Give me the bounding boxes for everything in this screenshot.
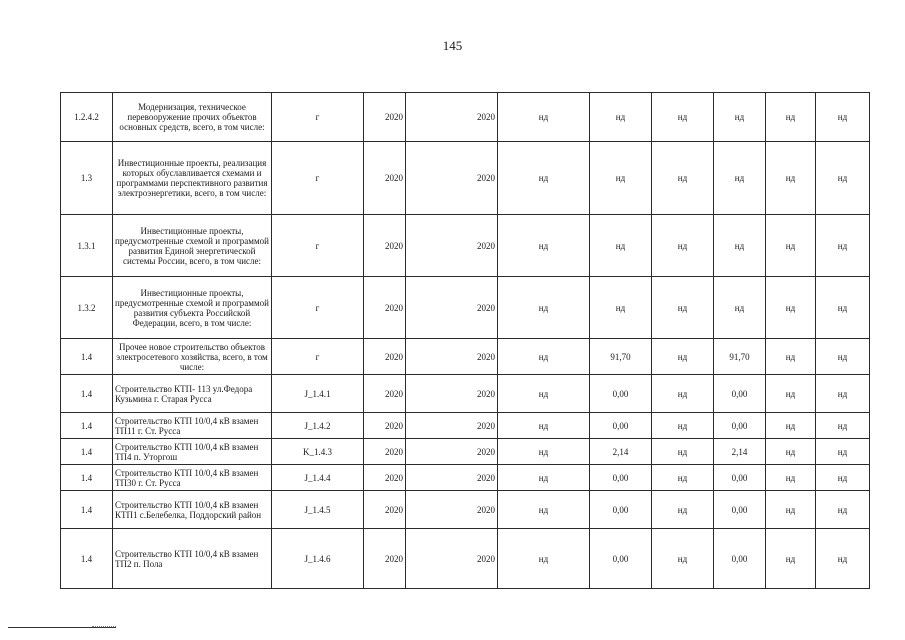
row-value: нд	[652, 339, 714, 375]
row-name: Модернизация, техническое перевооружение прочих объектов основных средств, всего, в том числе:	[113, 93, 272, 142]
row-year-end: 2020	[406, 439, 498, 465]
table-row	[61, 339, 870, 375]
row-year-start: 2020	[364, 339, 406, 375]
row-value: нд	[590, 142, 652, 215]
row-year-end: 2020	[406, 215, 498, 277]
row-year-end: 2020	[406, 142, 498, 215]
row-value: нд	[498, 339, 590, 375]
row-value: нд	[816, 529, 870, 589]
row-value: 0,00	[590, 491, 652, 529]
row-value: нд	[816, 465, 870, 491]
row-value: нд	[498, 413, 590, 439]
row-id: г	[272, 339, 364, 375]
row-year-start: 2020	[364, 142, 406, 215]
table-row	[61, 439, 870, 465]
row-value: нд	[816, 142, 870, 215]
row-value: нд	[652, 375, 714, 413]
row-value: нд	[652, 529, 714, 589]
table-row	[61, 375, 870, 413]
row-value: нд	[766, 215, 816, 277]
row-value: нд	[766, 93, 816, 142]
row-year-start: 2020	[364, 491, 406, 529]
row-value: нд	[816, 413, 870, 439]
row-id: г	[272, 215, 364, 277]
row-code: 1.4	[61, 339, 113, 375]
row-value: нд	[714, 277, 766, 339]
footnote-dots	[92, 626, 116, 627]
row-value: нд	[766, 465, 816, 491]
row-value: нд	[652, 277, 714, 339]
row-value: нд	[714, 142, 766, 215]
row-code: 1.4	[61, 465, 113, 491]
row-value: нд	[498, 439, 590, 465]
row-value: 0,00	[590, 413, 652, 439]
row-value: нд	[498, 93, 590, 142]
row-name: Строительство КТП 10/0,4 кВ взамен ТП2 п. Пола	[113, 529, 272, 589]
row-year-start: 2020	[364, 439, 406, 465]
row-value: нд	[816, 339, 870, 375]
row-id: J_1.4.4	[272, 465, 364, 491]
row-value: 0,00	[590, 529, 652, 589]
row-value: нд	[498, 375, 590, 413]
table-row	[61, 215, 870, 277]
row-id: г	[272, 277, 364, 339]
row-value: нд	[766, 277, 816, 339]
row-value: нд	[766, 413, 816, 439]
row-value: нд	[766, 142, 816, 215]
row-value: 91,70	[590, 339, 652, 375]
row-code: 1.4	[61, 439, 113, 465]
row-value: нд	[766, 339, 816, 375]
row-year-start: 2020	[364, 375, 406, 413]
row-year-end: 2020	[406, 529, 498, 589]
row-value: 91,70	[714, 339, 766, 375]
row-value: нд	[590, 93, 652, 142]
row-year-start: 2020	[364, 93, 406, 142]
table-row	[61, 529, 870, 589]
row-value: 0,00	[590, 465, 652, 491]
row-value: 2,14	[714, 439, 766, 465]
row-name: Прочее новое строительство объектов электросетевого хозяйства, всего, в том числе:	[113, 339, 272, 375]
row-year-start: 2020	[364, 215, 406, 277]
row-id: г	[272, 93, 364, 142]
footnote-divider	[8, 627, 116, 628]
table-row	[61, 277, 870, 339]
row-value: 0,00	[714, 375, 766, 413]
row-year-end: 2020	[406, 375, 498, 413]
row-id: J_1.4.6	[272, 529, 364, 589]
table-row	[61, 93, 870, 142]
page-number: 145	[442, 38, 463, 53]
row-value: 0,00	[714, 491, 766, 529]
row-code: 1.2.4.2	[61, 93, 113, 142]
row-value: 2,14	[590, 439, 652, 465]
row-value: нд	[766, 439, 816, 465]
row-id: J_1.4.2	[272, 413, 364, 439]
table-row	[61, 142, 870, 215]
row-value: нд	[652, 491, 714, 529]
table-row	[61, 465, 870, 491]
row-year-end: 2020	[406, 277, 498, 339]
row-year-end: 2020	[406, 413, 498, 439]
row-name: Инвестиционные проекты, реализация которых обуславливается схемами и программами перспективного развития электроэнергетики, всего, в том числе:	[113, 142, 272, 215]
investment-table	[60, 92, 870, 589]
row-name: Инвестиционные проекты, предусмотренные схемой и программой развития Единой энергетической системы России, всего, в том числе:	[113, 215, 272, 277]
row-value: 0,00	[714, 413, 766, 439]
row-code: 1.4	[61, 491, 113, 529]
row-value: нд	[714, 215, 766, 277]
row-value: нд	[498, 529, 590, 589]
row-year-end: 2020	[406, 339, 498, 375]
row-value: нд	[816, 491, 870, 529]
row-name: Строительство КТП 10/0,4 кВ взамен ТП30 г. Ст. Русса	[113, 465, 272, 491]
row-value: нд	[652, 439, 714, 465]
row-code: 1.3.2	[61, 277, 113, 339]
row-id: J_1.4.5	[272, 491, 364, 529]
row-value: 0,00	[714, 529, 766, 589]
row-name: Строительство КТП 10/0,4 кВ взамен КТП1 с.Белебелка, Поддорский район	[113, 491, 272, 529]
row-value: нд	[714, 93, 766, 142]
row-value: нд	[816, 93, 870, 142]
row-year-start: 2020	[364, 465, 406, 491]
row-code: 1.4	[61, 529, 113, 589]
row-value: нд	[652, 465, 714, 491]
row-value: нд	[652, 142, 714, 215]
row-value: нд	[816, 277, 870, 339]
row-value: нд	[816, 215, 870, 277]
row-year-start: 2020	[364, 529, 406, 589]
row-value: нд	[498, 491, 590, 529]
table-row	[61, 413, 870, 439]
row-value: нд	[590, 277, 652, 339]
row-code: 1.4	[61, 375, 113, 413]
row-value: нд	[766, 375, 816, 413]
row-value: нд	[590, 215, 652, 277]
row-value: нд	[816, 439, 870, 465]
row-value: нд	[652, 413, 714, 439]
table-row	[61, 491, 870, 529]
row-value: нд	[498, 215, 590, 277]
row-value: нд	[816, 375, 870, 413]
row-name: Инвестиционные проекты, предусмотренные схемой и программой развития субъекта Российской Федерации, всего, в том числе:	[113, 277, 272, 339]
row-value: нд	[498, 465, 590, 491]
row-value: нд	[766, 529, 816, 589]
row-year-start: 2020	[364, 413, 406, 439]
row-year-end: 2020	[406, 465, 498, 491]
row-id: г	[272, 142, 364, 215]
row-code: 1.4	[61, 413, 113, 439]
row-code: 1.3	[61, 142, 113, 215]
row-value: нд	[766, 491, 816, 529]
row-year-end: 2020	[406, 491, 498, 529]
row-id: K_1.4.3	[272, 439, 364, 465]
row-code: 1.3.1	[61, 215, 113, 277]
row-value: нд	[498, 142, 590, 215]
row-name: Строительство КТП 10/0,4 кВ взамен ТП11 г. Ст. Русса	[113, 413, 272, 439]
row-value: 0,00	[590, 375, 652, 413]
row-value: нд	[652, 93, 714, 142]
row-year-end: 2020	[406, 93, 498, 142]
row-id: J_1.4.1	[272, 375, 364, 413]
row-value: нд	[652, 215, 714, 277]
row-name: Строительство КТП- 113 ул.Федора Кузьмина г. Старая Русса	[113, 375, 272, 413]
row-value: 0,00	[714, 465, 766, 491]
row-year-start: 2020	[364, 277, 406, 339]
row-value: нд	[498, 277, 590, 339]
row-name: Строительство КТП 10/0,4 кВ взамен ТП4 п. Уторгош	[113, 439, 272, 465]
